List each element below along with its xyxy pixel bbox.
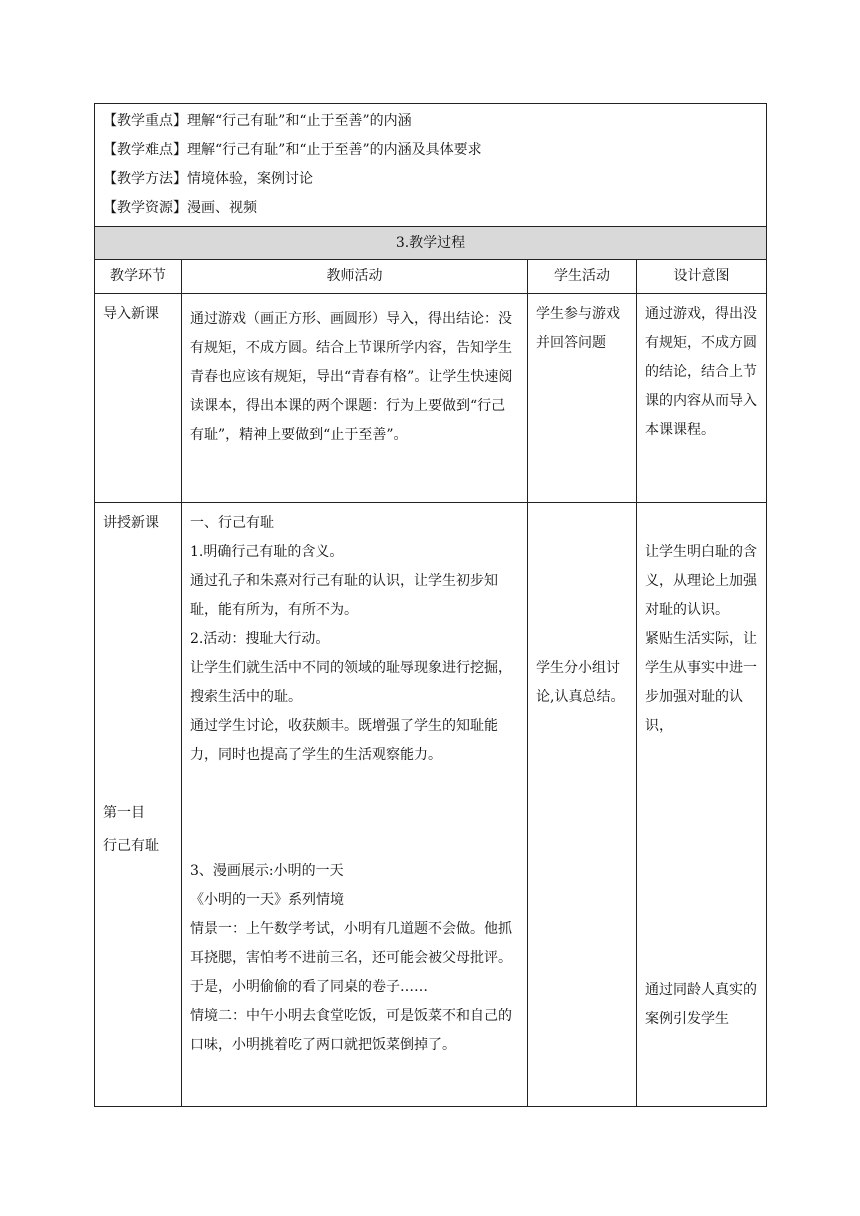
info-cell xyxy=(95,104,767,227)
intent-cell xyxy=(637,503,767,1107)
teacher-line: 《小明的一天》系列情境 xyxy=(190,892,344,908)
header-student: 学生活动 xyxy=(528,260,637,294)
stage-cell xyxy=(95,294,182,503)
student-cell xyxy=(528,503,637,1107)
header-stage: 教学环节 xyxy=(95,260,182,294)
teacher-line: 情景一：上午数学考试，小明有几道题不会做。他抓耳挠腮，害怕考不进前三名，还可能会被父母批评。于是，小明偷偷的看了同桌的卷子…… xyxy=(190,921,512,995)
stage-cell xyxy=(95,503,182,1107)
key-points: 【教学重点】理解“行己有耻”和“止于至善”的内涵 xyxy=(103,113,412,129)
header-teacher: 教师活动 xyxy=(182,260,528,294)
stage-new-lesson: 讲授新课 xyxy=(103,515,159,531)
intent-text-1: 让学生明白耻的含义，从理论上加强对耻的认识。 xyxy=(645,544,757,618)
intent-cell xyxy=(637,294,767,503)
header-row xyxy=(95,260,767,294)
intent-text-3: 通过同龄人真实的案例引发学生 xyxy=(645,982,757,1027)
header-intent: 设计意图 xyxy=(637,260,767,294)
student-cell xyxy=(528,294,637,503)
teacher-line: 1.明确行己有耻的含义。 xyxy=(190,544,344,560)
section-title: 3.教学过程 xyxy=(95,227,767,260)
info-row xyxy=(95,104,767,227)
teacher-line: 通过孔子和朱熹对行己有耻的认识，让学生初步知耻，能有所为，有所不为。 xyxy=(190,573,498,618)
methods: 【教学方法】情境体验，案例讨论 xyxy=(103,171,313,187)
teacher-line: 通过学生讨论，收获颇丰。既增强了学生的知耻能力，同时也提高了学生的生活观察能力。 xyxy=(190,718,498,763)
resources: 【教学资源】漫画、视频 xyxy=(103,200,257,216)
teacher-line: 情境二：中午小明去食堂吃饭，可是饭菜不和自己的口味，小明挑着吃了两口就把饭菜倒掉了。 xyxy=(190,1008,512,1053)
teacher-line: 让学生们就生活中不同的领域的耻辱现象进行挖掘，搜索生活中的耻。 xyxy=(190,660,512,705)
teacher-line: 3、漫画展示:小明的一天 xyxy=(190,863,344,879)
teacher-line: 一、行己有耻 xyxy=(190,515,274,531)
intent-text: 通过游戏，得出没有规矩，不成方圆的结论，结合上节课的内容从而导入本课课程。 xyxy=(645,306,757,438)
intent-text-2: 紧贴生活实际，让学生从事实中进一步加强对耻的认识， xyxy=(645,631,757,734)
difficulties: 【教学难点】理解“行己有耻”和“止于至善”的内涵及具体要求 xyxy=(103,142,482,158)
teacher-text: 通过游戏（画正方形、画圆形）导入，得出结论：没有规矩，不成方圆。结合上节课所学内容，告知学生青春也应该有规矩，导出“青春有格”。让学生快速阅读课本，得出本课的两个课题：行为上要做到“行己有耻”，精神上要做到“止于至善”。 xyxy=(190,311,513,443)
section-row xyxy=(95,227,767,260)
student-text: 学生参与游戏并回答问题 xyxy=(536,306,620,351)
teacher-cell xyxy=(182,294,528,503)
lesson-plan-table xyxy=(94,103,767,1107)
teacher-cell xyxy=(182,503,528,1107)
student-text: 学生分小组讨论,认真总结。 xyxy=(536,660,625,705)
stage-intro: 导入新课 xyxy=(103,306,159,322)
stage-section-name: 行己有耻 xyxy=(103,838,159,854)
table-row xyxy=(95,503,767,1107)
stage-section: 第一目 xyxy=(103,805,145,821)
teacher-line: 2.活动：搜耻大行动。 xyxy=(190,631,330,647)
table-row xyxy=(95,294,767,503)
